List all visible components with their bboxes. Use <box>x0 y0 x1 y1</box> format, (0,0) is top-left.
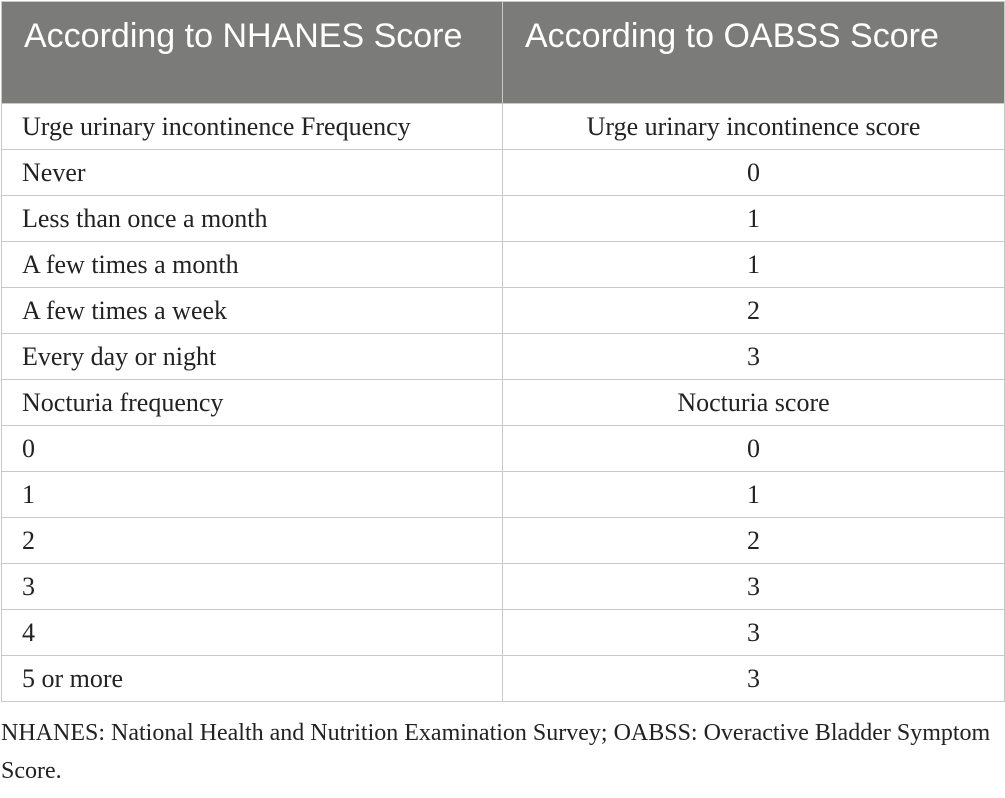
oabss-cell: 2 <box>503 288 1005 334</box>
table-row <box>2 196 1005 242</box>
oabss-cell: 1 <box>503 242 1005 288</box>
nhanes-cell: Never <box>2 150 503 196</box>
table-row <box>2 104 1005 150</box>
nhanes-cell: Urge urinary incontinence Frequency <box>2 104 503 150</box>
nhanes-cell: 1 <box>2 472 503 518</box>
oabss-cell: 3 <box>503 610 1005 656</box>
nhanes-cell: Nocturia frequency <box>2 380 503 426</box>
oabss-cell: 1 <box>503 472 1005 518</box>
nhanes-cell: 5 or more <box>2 656 503 702</box>
oabss-cell: 0 <box>503 150 1005 196</box>
header-row <box>2 2 1005 104</box>
table-header <box>2 2 1005 104</box>
table-row <box>2 334 1005 380</box>
table-row <box>2 288 1005 334</box>
nhanes-cell: Every day or night <box>2 334 503 380</box>
nhanes-cell: A few times a week <box>2 288 503 334</box>
oabss-cell: 0 <box>503 426 1005 472</box>
table-row <box>2 610 1005 656</box>
oabss-cell: Nocturia score <box>503 380 1005 426</box>
table-row <box>2 472 1005 518</box>
header-oabss-score: According to OABSS Score <box>503 2 1005 104</box>
table-row <box>2 426 1005 472</box>
table-row <box>2 518 1005 564</box>
oabss-cell: 3 <box>503 564 1005 610</box>
oabss-cell: 3 <box>503 334 1005 380</box>
oabss-cell: 2 <box>503 518 1005 564</box>
table-row <box>2 242 1005 288</box>
nhanes-cell: 4 <box>2 610 503 656</box>
table-row <box>2 380 1005 426</box>
nhanes-cell: Less than once a month <box>2 196 503 242</box>
table-row <box>2 656 1005 702</box>
table-footnote: NHANES: National Health and Nutrition Examination Survey; OABSS: Overactive Bladder Symptom Score. <box>1 720 991 784</box>
nhanes-cell: 3 <box>2 564 503 610</box>
nhanes-cell: 2 <box>2 518 503 564</box>
nhanes-cell: 0 <box>2 426 503 472</box>
nhanes-cell: A few times a month <box>2 242 503 288</box>
oabss-cell: Urge urinary incontinence score <box>503 104 1005 150</box>
oabss-cell: 1 <box>503 196 1005 242</box>
table-body <box>2 104 1005 702</box>
table-row <box>2 150 1005 196</box>
header-nhanes-score: According to NHANES Score <box>2 2 503 104</box>
table-row <box>2 564 1005 610</box>
oabss-cell: 3 <box>503 656 1005 702</box>
scoring-table <box>1 1 1005 702</box>
